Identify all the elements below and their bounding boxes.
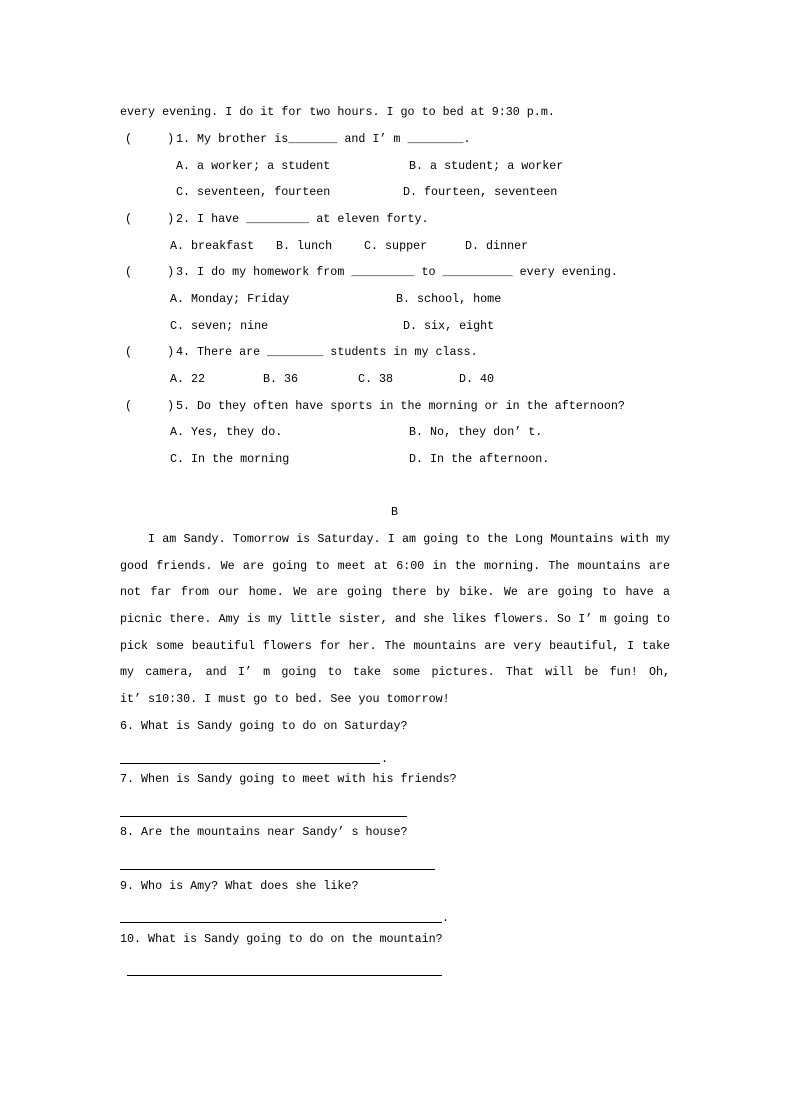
passage-line: pick some beautiful flowers for her. The mountains are very beautiful, I take [120, 639, 670, 653]
passage-line: good friends. We are going to meet at 6:00 in the morning. The mountains are [120, 559, 670, 573]
passage-line: I am Sandy. Tomorrow is Saturday. I am going to the Long Mountains with my [148, 532, 670, 546]
question-stem: 1. My brother is_______ and I’ m ________. [176, 132, 471, 146]
answer-paren: ( ) [125, 212, 175, 226]
question-stem: 4. There are ________ students in my class. [176, 345, 478, 359]
passage-line: it’ s10:30. I must go to bed. See you tomorrow! [120, 692, 450, 706]
question: 8. Are the mountains near Sandy’ s house? [120, 825, 408, 839]
option: A. 22 [170, 372, 206, 386]
passage-line: my camera, and I’ m going to take some pictures. That will be fun! Oh, [120, 665, 670, 679]
option: C. seventeen, fourteen [176, 185, 331, 199]
question: 10. What is Sandy going to do on the mountain? [120, 932, 443, 946]
intro-tail: every evening. I do it for two hours. I go to bed at 9:30 p.m. [120, 105, 555, 119]
answer-end: . [442, 911, 450, 925]
answer-end: . [381, 752, 389, 766]
option: D. six, eight [403, 319, 495, 333]
option: C. In the morning [170, 452, 290, 466]
option: A. breakfast [170, 239, 255, 253]
passage-line: not far from our home. We are going there by bike. We are going to have a [120, 585, 670, 599]
option: B. school, home [396, 292, 502, 306]
option: A. Yes, they do. [170, 425, 283, 439]
question: 6. What is Sandy going to do on Saturday? [120, 719, 408, 733]
question-stem: 2. I have _________ at eleven forty. [176, 212, 429, 226]
option: C. supper [364, 239, 428, 253]
answer-paren: ( ) [125, 265, 175, 279]
answer-line[interactable] [120, 909, 450, 925]
answer-line[interactable] [120, 750, 390, 766]
answer-line[interactable] [120, 803, 410, 819]
passage-line: picnic there. Amy is my little sister, and she likes flowers. So I’ m going to [120, 612, 670, 626]
question-stem: 5. Do they often have sports in the morning or in the afternoon? [176, 399, 625, 413]
option: B. lunch [276, 239, 333, 253]
option: D. dinner [465, 239, 529, 253]
section-title: B [391, 505, 399, 519]
option: D. 40 [459, 372, 495, 386]
question: 7. When is Sandy going to meet with his friends? [120, 772, 457, 786]
option: D. In the afternoon. [409, 452, 550, 466]
option: D. fourteen, seventeen [403, 185, 558, 199]
question-stem: 3. I do my homework from _________ to __________ every evening. [176, 265, 618, 279]
option: B. a student; a worker [409, 159, 564, 173]
answer-paren: ( ) [125, 399, 175, 413]
option: B. No, they don’ t. [409, 425, 543, 439]
answer-line[interactable] [120, 856, 440, 872]
question: 9. Who is Amy? What does she like? [120, 879, 359, 893]
answer-paren: ( ) [125, 345, 175, 359]
option: A. a worker; a student [176, 159, 331, 173]
option: B. 36 [263, 372, 299, 386]
option: A. Monday; Friday [170, 292, 290, 306]
answer-paren: ( ) [125, 132, 175, 146]
option: C. 38 [358, 372, 394, 386]
option: C. seven; nine [170, 319, 269, 333]
answer-line[interactable] [127, 962, 447, 978]
